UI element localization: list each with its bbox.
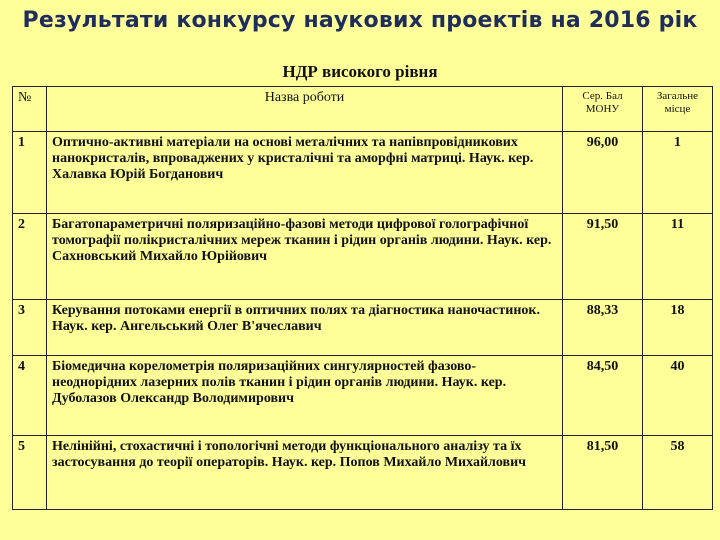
row-number: 2 [13, 214, 47, 300]
score-value: 81,50 [563, 436, 643, 510]
project-name: Нелінійні, стохастичні і топологічні методи функціонального аналізу та їх застосування до теорії операторів. Наук. кер. Попов Михайло Михайлович [47, 436, 563, 510]
header-name: Назва роботи [47, 87, 563, 132]
row-number: 3 [13, 300, 47, 356]
place-value: 58 [643, 436, 713, 510]
row-number: 5 [13, 436, 47, 510]
table-row [13, 300, 713, 356]
place-value: 11 [643, 214, 713, 300]
table-row [13, 436, 713, 510]
table-row [13, 214, 713, 300]
project-name: Багатопараметричні поляризаційно-фазові методи цифрової голографічної томографії полікристалічних мереж тканин і рідин органів людини. Наук. кер. Сахновський Михайло Юрійович [47, 214, 563, 300]
score-value: 84,50 [563, 356, 643, 436]
section-subtitle: НДР високого рівня [282, 62, 438, 81]
header-place: Загальне місце [643, 87, 713, 132]
score-value: 96,00 [563, 132, 643, 214]
row-number: 1 [13, 132, 47, 214]
project-name: Керування потоками енергії в оптичних полях та діагностика наночастинок. Наук. кер. Ангельський Олег В'ячеславич [47, 300, 563, 356]
place-value: 18 [643, 300, 713, 356]
table-header-row [13, 87, 713, 132]
page-title: Результати конкурсу наукових проектів на 2016 рік [22, 8, 698, 33]
place-value: 1 [643, 132, 713, 214]
header-score: Сер. Бал МОНУ [563, 87, 643, 132]
results-table [12, 86, 713, 510]
table-row [13, 356, 713, 436]
place-value: 40 [643, 356, 713, 436]
score-value: 91,50 [563, 214, 643, 300]
row-number: 4 [13, 356, 47, 436]
table-row [13, 132, 713, 214]
score-value: 88,33 [563, 300, 643, 356]
project-name: Оптично-активні матеріали на основі металічних та напівпровідникових нанокристалів, впроваджених у кристалічні та аморфні матриці. Наук. кер. Халавка Юрій Богданович [47, 132, 563, 214]
header-number: № [13, 87, 47, 132]
project-name: Біомедична корелометрія поляризаційних сингулярностей фазово-неоднорідних лазерних полів тканин і рідин органів людини. Наук. кер. Дуболазов Олександр Володимирович [47, 356, 563, 436]
